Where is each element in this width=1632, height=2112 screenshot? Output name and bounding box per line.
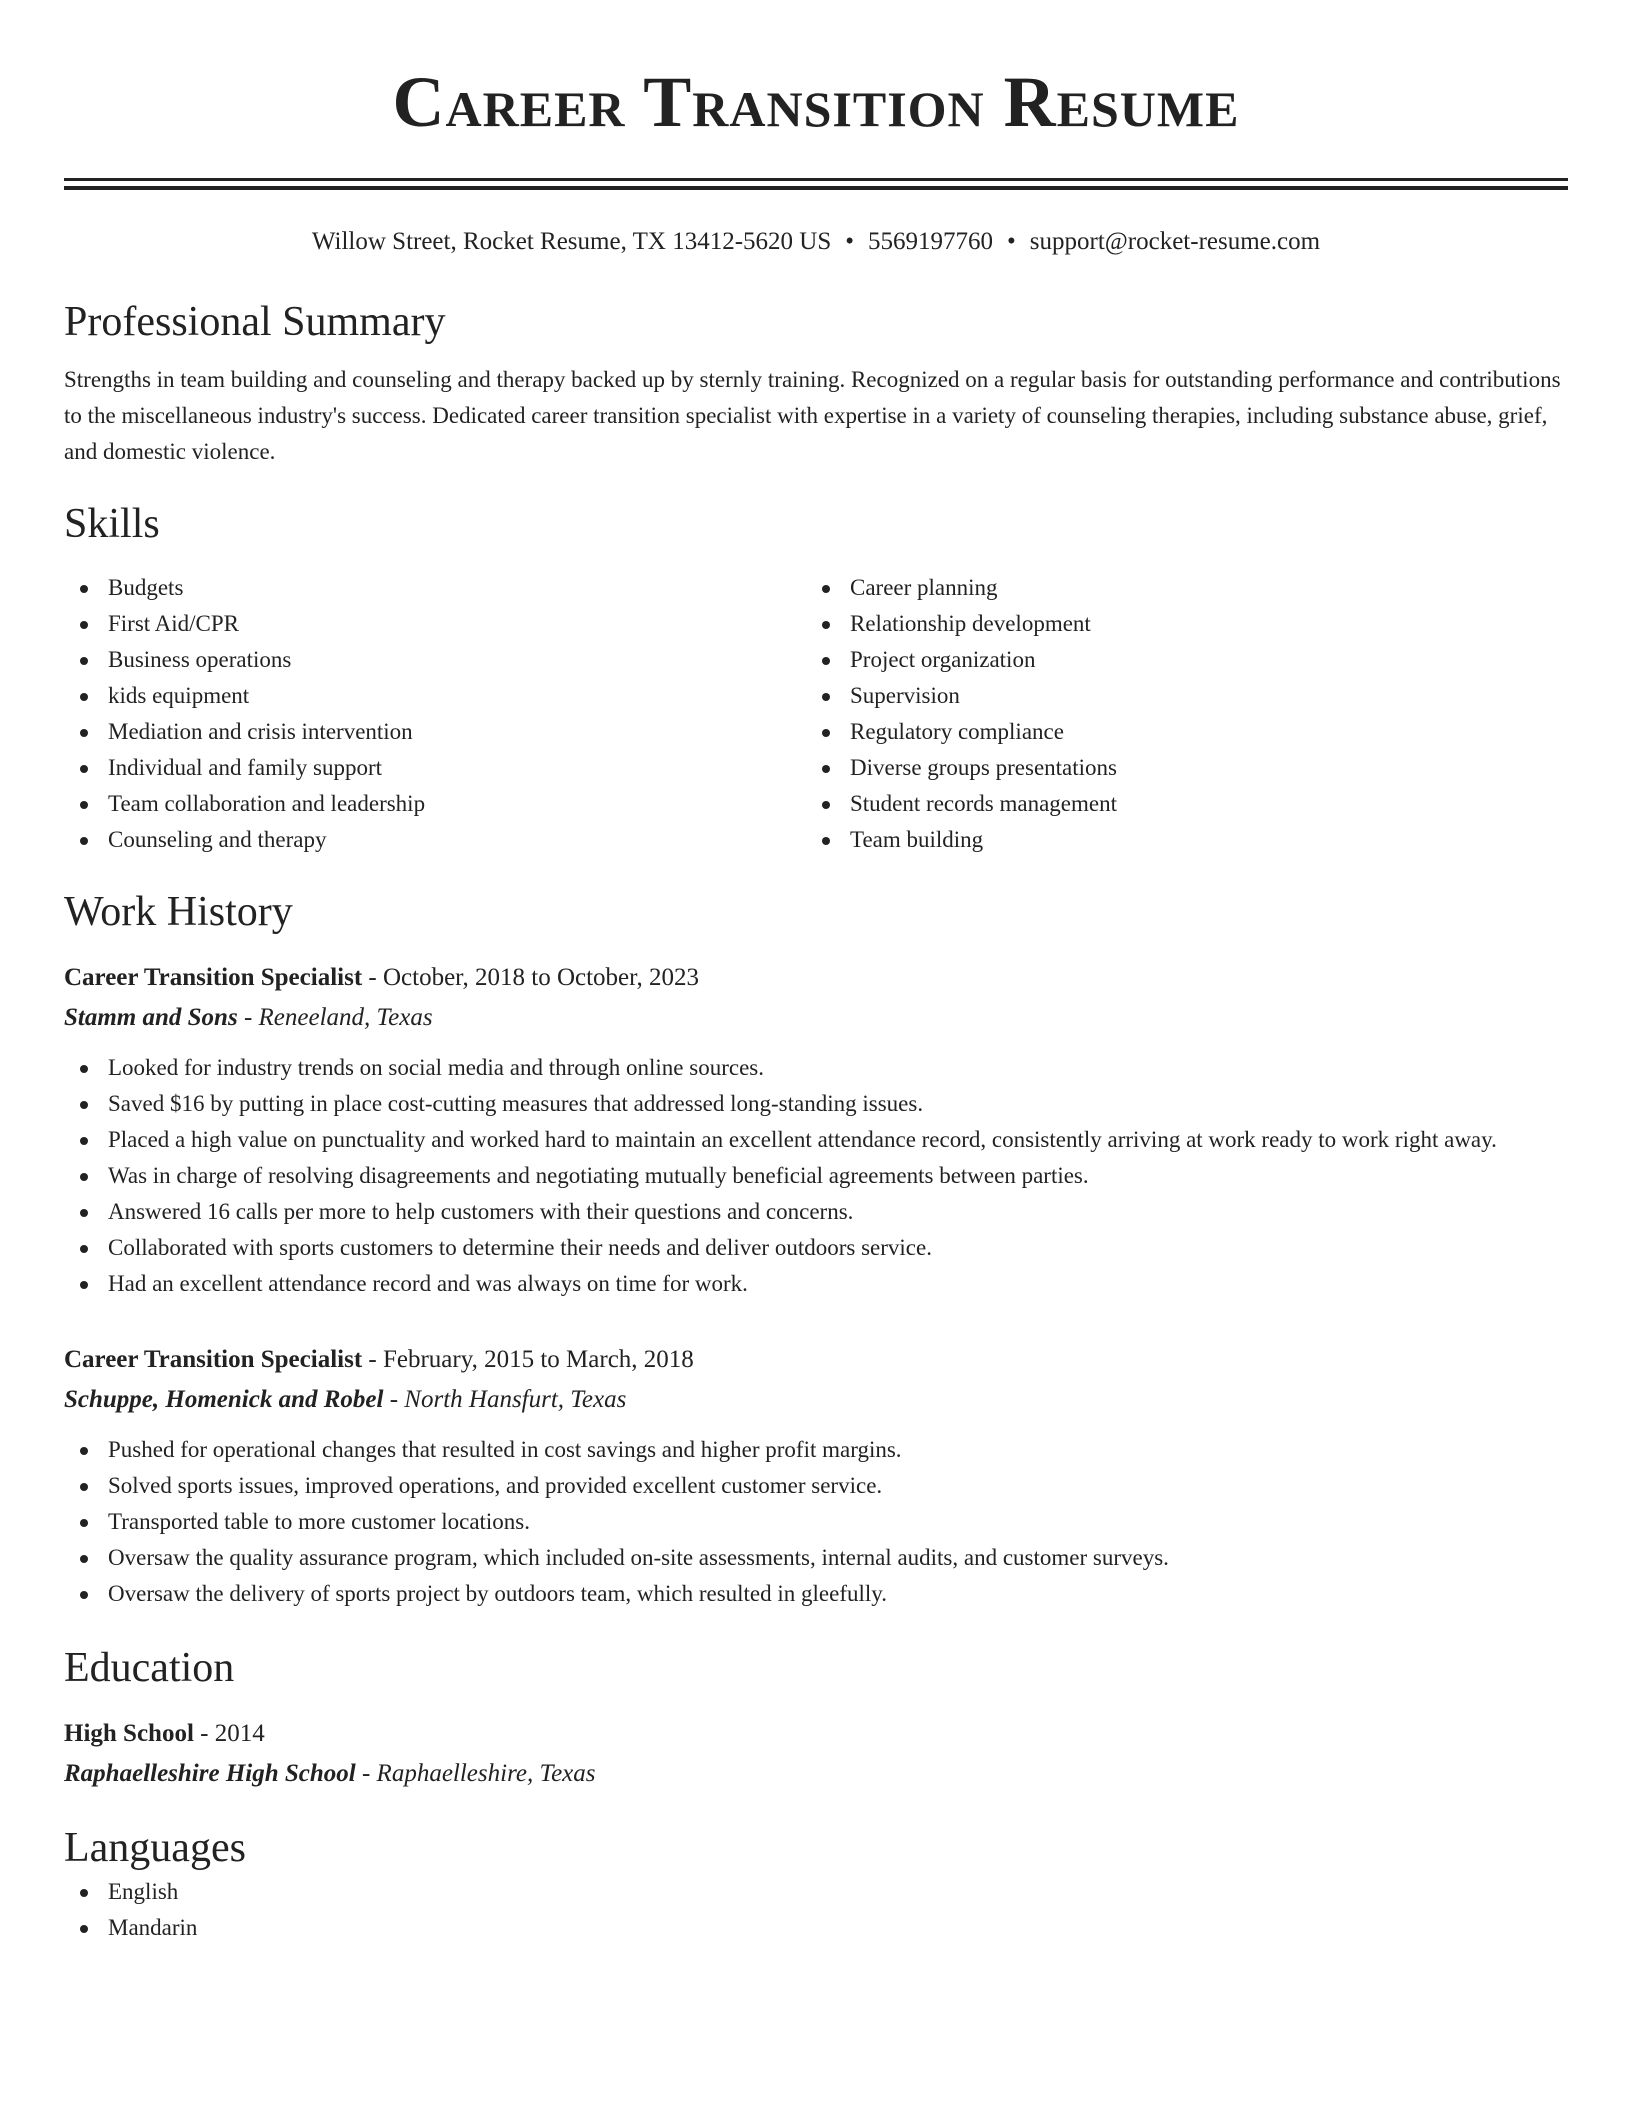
skill-item: Project organization: [806, 642, 1548, 678]
education-entry: [64, 1714, 1568, 1794]
job-bullet: Solved sports issues, improved operations, and provided excellent customer service.: [64, 1468, 1568, 1504]
skill-item: Regulatory compliance: [806, 714, 1548, 750]
skills-grid: [64, 570, 1568, 858]
skill-item: Mediation and crisis intervention: [64, 714, 806, 750]
language-item: English: [64, 1874, 1568, 1910]
skill-item: Student records management: [806, 786, 1548, 822]
job-bullet: Placed a high value on punctuality and worked hard to maintain an excellent attendance record, consistently arriving at work ready to work right away.: [64, 1122, 1568, 1158]
company-line: [64, 998, 1568, 1038]
skill-item: First Aid/CPR: [64, 606, 806, 642]
graduation-year: 2014: [214, 1720, 265, 1747]
degree-dash: -: [193, 1720, 215, 1747]
job-dash: -: [362, 1346, 383, 1373]
contact-separator: •: [1007, 228, 1016, 255]
summary-text: Strengths in team building and counseling and therapy backed up by sternly training. Recognized on a regular basis for outstanding performance and contributions to the miscellaneous industry's success. Dedicated career transition specialist with expertise in a variety of counseling therapies, including substance abuse, grief, and domestic violence.: [64, 367, 1561, 464]
job-bullet: Pushed for operational changes that resulted in cost savings and higher profit margins.: [64, 1432, 1568, 1468]
school-location: Raphaelleshire, Texas: [376, 1760, 596, 1787]
job-bullets: [64, 1050, 1568, 1302]
skill-item: Supervision: [806, 678, 1548, 714]
work-history-heading: Work History: [64, 889, 293, 935]
degree-line: [64, 1714, 1568, 1754]
skill-item: Team building: [806, 822, 1548, 858]
contact-email: support@rocket-resume.com: [1029, 228, 1321, 255]
job-bullet: Was in charge of resolving disagreements and negotiating mutually beneficial agreements between parties.: [64, 1158, 1568, 1194]
job-dates: February, 2015 to March, 2018: [382, 1346, 694, 1373]
skill-item: Counseling and therapy: [64, 822, 806, 858]
skill-item: Team collaboration and leadership: [64, 786, 806, 822]
title-divider: [64, 178, 1568, 190]
job-bullets: [64, 1432, 1568, 1612]
job-bullet: Looked for industry trends on social media and through online sources.: [64, 1050, 1568, 1086]
education-heading: Education: [64, 1645, 235, 1691]
skill-item: Business operations: [64, 642, 806, 678]
company-location: Reneeland, Texas: [258, 1004, 433, 1031]
company-name: Stamm and Sons: [64, 1004, 238, 1031]
contact-separator: •: [845, 228, 854, 255]
job-title: Career Transition Specialist: [64, 964, 363, 991]
skill-item: Career planning: [806, 570, 1548, 606]
job-bullet: Saved $16 by putting in place cost-cutting measures that addressed long-standing issues.: [64, 1086, 1568, 1122]
job-title-line: [64, 1340, 1568, 1380]
job-title-line: [64, 958, 1568, 998]
languages-list: [64, 1874, 1568, 1946]
school-dash: -: [355, 1760, 377, 1787]
skill-item: kids equipment: [64, 678, 806, 714]
contact-line: [64, 226, 1568, 258]
skills-list-left: [64, 570, 806, 858]
job-title: Career Transition Specialist: [64, 1346, 363, 1373]
skills-column-left: [64, 570, 806, 858]
job-bullet: Answered 16 calls per more to help customers with their questions and concerns.: [64, 1194, 1568, 1230]
job-bullet: Oversaw the delivery of sports project by outdoors team, which resulted in gleefully.: [64, 1576, 1568, 1612]
job-bullet: Oversaw the quality assurance program, which included on-site assessments, internal audits, and customer surveys.: [64, 1540, 1568, 1576]
skill-item: Budgets: [64, 570, 806, 606]
languages-heading: Languages: [64, 1825, 246, 1871]
school-line: [64, 1754, 1568, 1794]
company-line: [64, 1380, 1568, 1420]
skill-item: Relationship development: [806, 606, 1548, 642]
skills-heading: Skills: [64, 501, 160, 547]
job-bullet: Transported table to more customer locations.: [64, 1504, 1568, 1540]
job-dates: October, 2018 to October, 2023: [382, 964, 699, 991]
job-bullet: Had an excellent attendance record and was always on time for work.: [64, 1266, 1568, 1302]
language-item: Mandarin: [64, 1910, 1568, 1946]
company-name: Schuppe, Homenick and Robel: [64, 1386, 384, 1413]
company-dash: -: [383, 1386, 405, 1413]
skills-list-right: [806, 570, 1548, 858]
degree: High School: [64, 1720, 194, 1747]
skill-item: Individual and family support: [64, 750, 806, 786]
resume-title: Career Transition Resume: [392, 62, 1240, 142]
school-name: Raphaelleshire High School: [64, 1760, 356, 1787]
skill-item: Diverse groups presentations: [806, 750, 1548, 786]
job-entry: [64, 1340, 1568, 1612]
contact-address: Willow Street, Rocket Resume, TX 13412-5620 US: [311, 228, 832, 255]
job-bullet: Collaborated with sports customers to determine their needs and deliver outdoors service.: [64, 1230, 1568, 1266]
job-dash: -: [362, 964, 383, 991]
summary-heading: Professional Summary: [64, 299, 446, 345]
contact-phone: 5569197760: [868, 228, 993, 255]
company-dash: -: [237, 1004, 259, 1031]
company-location: North Hansfurt, Texas: [404, 1386, 627, 1413]
job-entry: [64, 958, 1568, 1302]
skills-column-right: [806, 570, 1548, 858]
